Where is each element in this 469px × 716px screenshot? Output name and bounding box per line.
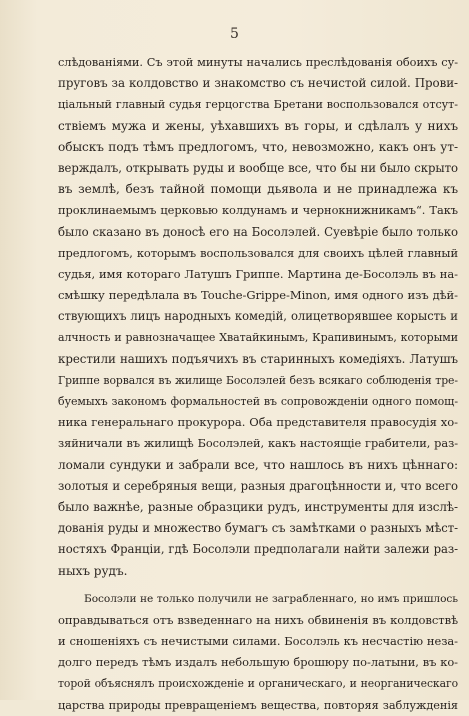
text-line: золотыя и серебряныя вещи, разныя драгоцѣнности и, что всего [58, 478, 458, 493]
text-line: Гриппе ворвался въ жилище Босолэлей безъ всякаго соблюденія тре- [58, 373, 458, 387]
text-line: и сношеніяхъ съ нечистыми силами. Босолэль къ несчастію неза- [58, 634, 458, 649]
text-line: долго передъ тѣмъ издалъ небольшую брошюру по-латыни, въ ко- [58, 655, 458, 670]
text-line: пруговъ за колдовство и знакомство съ нечистой силой. Прови- [58, 76, 458, 91]
text-line: ціальный главный судья герцогства Бретани воспользовался отсут- [58, 98, 458, 112]
text-line: было сказано въ доносѣ его на Босолэлей. Суевѣріе было только [58, 224, 458, 239]
text-line: ствіемъ мужа и жены, уѣхавшихъ въ горы, и сдѣлалъ у нихъ [58, 118, 458, 133]
text-line: ника генеральнаго прокурора. Оба представителя правосудія хо- [58, 415, 458, 430]
paragraph-2 [58, 589, 458, 716]
text-line: судья, имя котораго Латушъ Гриппе. Мартина де-Босолэль въ на- [58, 266, 458, 281]
text-line: верждалъ, открывать руды и вообще все, что бы ни было скрыто [58, 160, 458, 175]
text-line: смѣшку передѣлала въ Touche-Grippe-Minon, имя одного изъ дѣй- [58, 288, 458, 303]
text-line: крестили нашихъ подъячихъ въ старинныхъ комедіяхъ. Латушъ [58, 351, 458, 366]
text-line: слѣдованіями. Съ этой минуты начались преслѣдованія обоихъ су- [58, 55, 458, 69]
text-line: торой объяснялъ происхожденіе и органическаго, и неорганическаго [58, 677, 458, 691]
paragraph-gap [58, 582, 458, 589]
text-line: было важнѣе, разные образцики рудъ, инструменты для изслѣ- [58, 499, 458, 514]
text-line: ломали сундуки и забрали все, что нашлось въ нихъ цѣннаго: [58, 457, 458, 472]
text-line: въ землѣ, безъ тайной помощи дьявола и не принадлежа къ [58, 182, 458, 197]
text-line: предлогомъ, которымъ воспользовался для своихъ цѣлей главный [58, 245, 458, 260]
text-line: ныхъ рудъ. [58, 563, 128, 578]
text-line: ствующихъ лицъ народныхъ комедій, олицетворявшее корысть и [58, 309, 458, 324]
text-line: зяйничали въ жилищѣ Босолэлей, какъ настоящіе грабители, раз- [58, 436, 458, 451]
text-line: буемыхъ закономъ формальностей въ сопровожденіи одного помощ- [58, 395, 458, 408]
paragraph-1 [58, 52, 458, 582]
text-line: оправдываться отъ взведеннаго на нихъ обвиненія въ колдовствѣ [58, 612, 458, 627]
page-number: 5 [230, 26, 239, 42]
text-line: алчность и равнозначащее Хватайкинымъ, Крапивинымъ, которыми [58, 331, 458, 345]
text-line: обыскъ подъ тѣмъ предлогомъ, что, невозможно, какъ онъ ут- [58, 139, 458, 154]
text-line: царства природы превращеніемъ вещества, повторяя заблужденія [58, 698, 458, 712]
text-line: Босолэли не только получили не заграбленнаго, но имъ пришлось [84, 592, 458, 605]
text-line: ностяхъ Франціи, гдѣ Босолэли предполагали найти залежи раз- [58, 542, 458, 557]
text-line: проклинаемымъ церковью колдунамъ и чернокнижникамъ“. Такъ [58, 203, 458, 218]
text-line: дованія руды и множество бумагъ съ замѣтками о разныхъ мѣст- [58, 521, 458, 536]
body-text [58, 52, 458, 716]
